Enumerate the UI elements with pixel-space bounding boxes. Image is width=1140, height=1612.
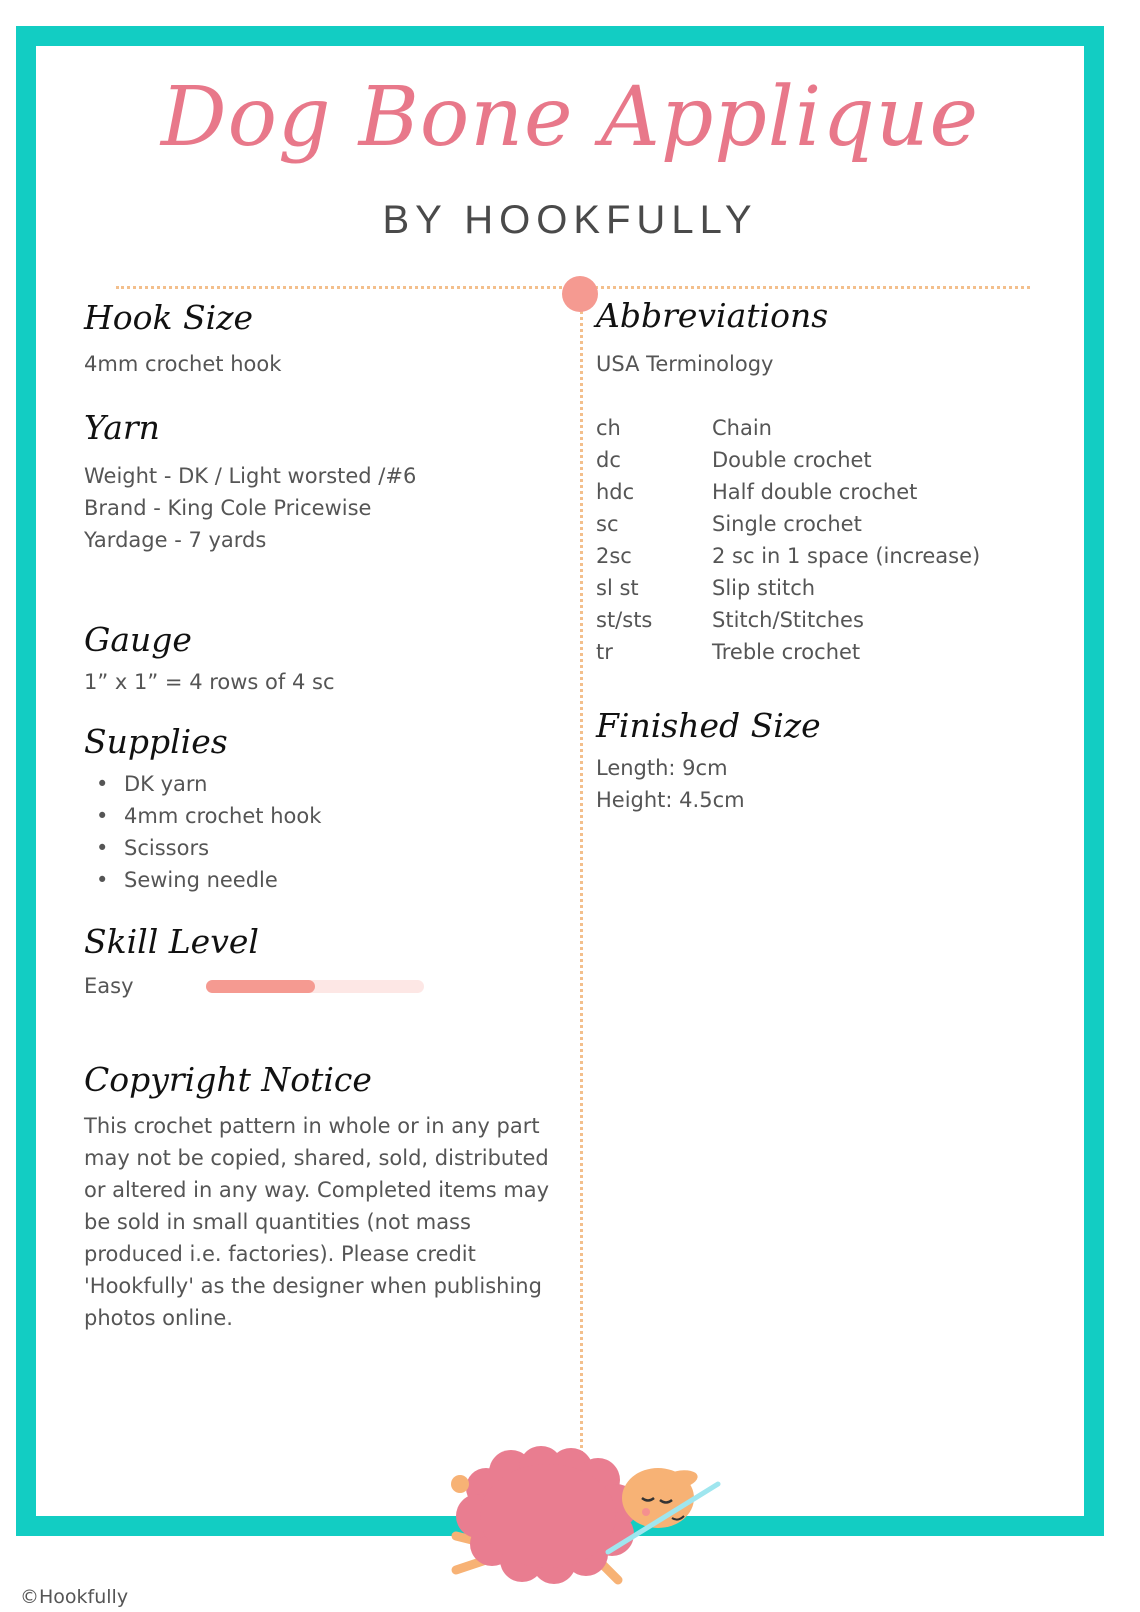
list-item: 2sc 2 sc in 1 space (increase): [596, 544, 981, 568]
divider-dot: [562, 276, 598, 312]
hook-size-value: 4mm crochet hook: [84, 352, 282, 376]
vertical-divider: [580, 300, 583, 1460]
list-item: tr Treble crochet: [596, 640, 861, 664]
list-item: ch Chain: [596, 416, 772, 440]
abbreviations-heading: Abbreviations: [596, 296, 829, 335]
skill-level-label: Easy: [84, 974, 134, 998]
page-title: Dog Bone Applique: [160, 70, 980, 165]
list-item: sl st Slip stitch: [596, 576, 816, 600]
list-item: • 4mm crochet hook: [84, 800, 321, 832]
list-item: sc Single crochet: [596, 512, 862, 536]
list-item: st/sts Stitch/Stitches: [596, 608, 864, 632]
byline: BY HOOKFULLY: [382, 198, 758, 242]
copyright-heading: Copyright Notice: [84, 1060, 372, 1099]
list-item: • DK yarn: [84, 768, 321, 800]
supplies-list: [84, 768, 321, 896]
sheep-crocheting-icon: [446, 1440, 746, 1590]
finished-height: Height: 4.5cm: [596, 788, 745, 812]
finished-length: Length: 9cm: [596, 756, 728, 780]
hook-size-heading: Hook Size: [84, 298, 254, 337]
list-item: hdc Half double crochet: [596, 480, 918, 504]
bullet-icon: •: [96, 836, 109, 860]
skill-level-fill: [206, 980, 315, 993]
skill-level-bar: [206, 980, 424, 993]
abbreviations-subtitle: USA Terminology: [596, 352, 774, 376]
supplies-heading: Supplies: [84, 722, 228, 761]
yarn-brand: Brand - King Cole Pricewise: [84, 496, 372, 520]
list-item: • Sewing needle: [84, 864, 321, 896]
list-item: dc Double crochet: [596, 448, 872, 472]
gauge-value: 1” x 1” = 4 rows of 4 sc: [84, 670, 335, 694]
gauge-heading: Gauge: [84, 620, 192, 659]
bullet-icon: •: [96, 772, 109, 796]
yarn-weight: Weight - DK / Light worsted /#6: [84, 464, 417, 488]
yarn-heading: Yarn: [84, 408, 160, 447]
copyright-body: This crochet pattern in whole or in any part may not be copied, shared, sold, distributed or altered in any way. Completed items may be sold in small quantities (not mass produced i.e. factories). Please credit 'Hookfully' as the designer when publishing photos online.: [84, 1114, 550, 1330]
skill-level-heading: Skill Level: [84, 922, 259, 961]
finished-size-heading: Finished Size: [596, 706, 821, 745]
bullet-icon: •: [96, 804, 109, 828]
footer-copyright: ©Hookfully: [20, 1586, 129, 1608]
list-item: • Scissors: [84, 832, 321, 864]
yarn-yardage: Yardage - 7 yards: [84, 528, 267, 552]
bullet-icon: •: [96, 868, 109, 892]
